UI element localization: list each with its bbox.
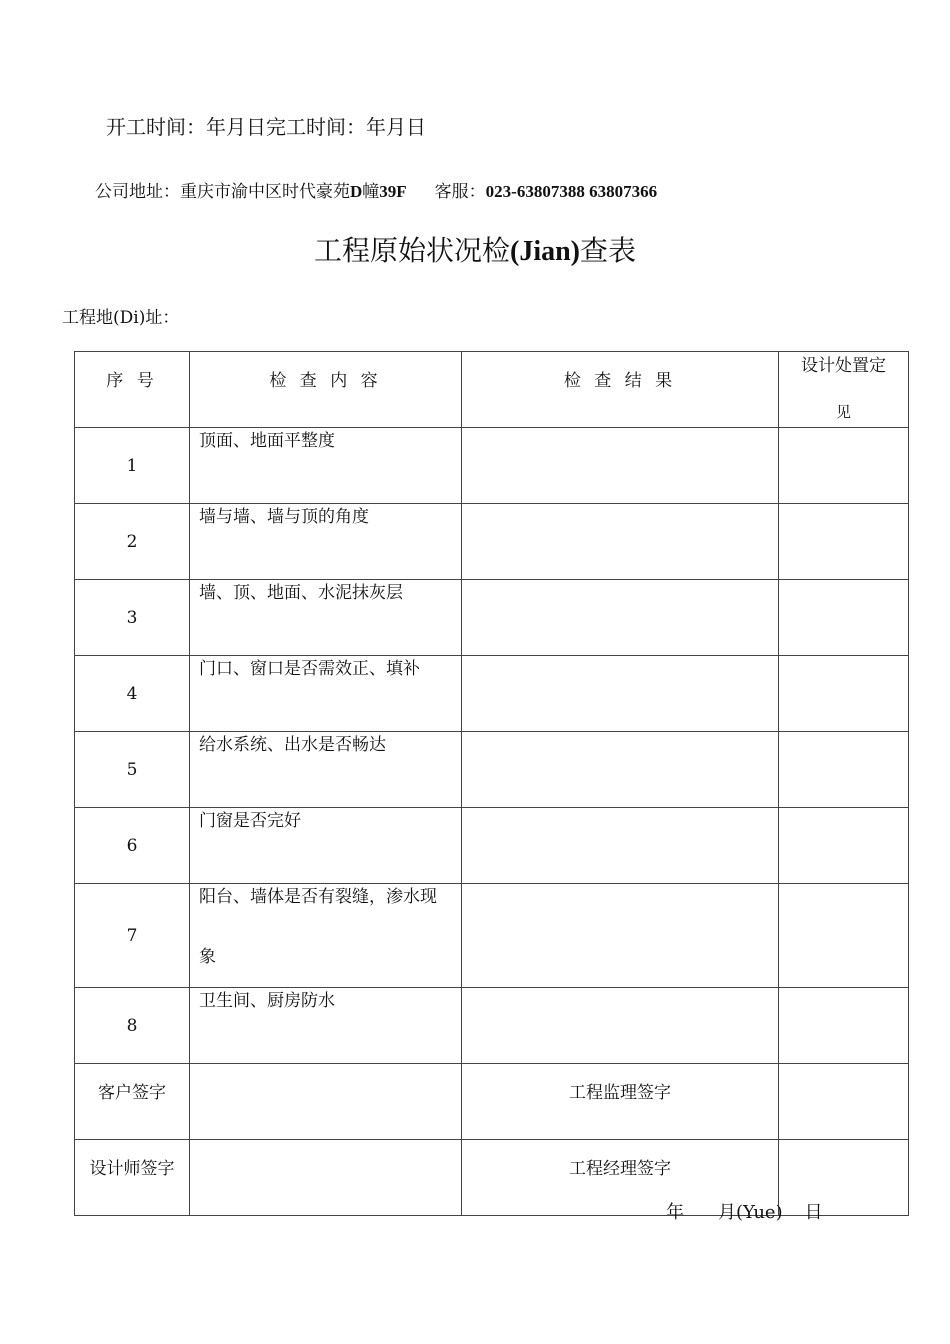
company-floor: 39F: [379, 182, 407, 201]
row-opinion-cell[interactable]: [779, 656, 909, 732]
table-row: [75, 504, 909, 580]
row-opinion-cell[interactable]: [779, 808, 909, 884]
manager-signature-label: 工程经理签字: [462, 1140, 779, 1216]
date-line: [666, 1198, 823, 1224]
row-number: 8: [75, 988, 190, 1064]
header-number: 序 号: [75, 352, 190, 428]
start-end-time-line: 开工时间：年月日完工时间：年月日: [106, 115, 426, 139]
row-content: [190, 656, 462, 732]
page-title: [0, 229, 950, 269]
date-month: 月(Yue): [718, 1202, 783, 1223]
header-result: 检 查 结 果: [462, 352, 779, 428]
row-content: [190, 504, 462, 580]
customer-signature-label: 客户签字: [75, 1064, 190, 1140]
row-number: 2: [75, 504, 190, 580]
row-result-cell[interactable]: [462, 884, 779, 988]
row-content: [190, 988, 462, 1064]
row-content-text: 顶面、地面平整度: [199, 431, 335, 451]
date-year: 年: [666, 1202, 684, 1223]
header-opinion-line2: 见: [835, 403, 851, 421]
row-content-text: 给水系统、出水是否畅达: [199, 735, 386, 755]
header-content: 检 查 内 容: [190, 352, 462, 428]
signature-row-customer: [75, 1064, 909, 1140]
designer-signature-label: 设计师签字: [75, 1140, 190, 1216]
title-prefix: 工程原始状况检: [313, 234, 510, 267]
row-content-text: 卫生间、厨房防水: [199, 991, 335, 1011]
company-address-label: 公司地址：重庆市渝中区时代豪苑: [95, 182, 350, 202]
customer-signature-field[interactable]: [190, 1064, 462, 1140]
supervisor-signature-field[interactable]: [779, 1064, 909, 1140]
table-row: [75, 580, 909, 656]
row-content: [190, 884, 462, 988]
row-result-cell[interactable]: [462, 988, 779, 1064]
row-opinion-cell[interactable]: [779, 504, 909, 580]
site-address-label: 工程地(Di)址：: [62, 308, 180, 328]
row-content: [190, 808, 462, 884]
table-row: [75, 808, 909, 884]
row-content-text: 门窗是否完好: [199, 811, 301, 831]
row-result-cell[interactable]: [462, 428, 779, 504]
row-content-text: 阳台、墙体是否有裂缝，渗水现象: [199, 887, 437, 967]
table-header-row: [75, 352, 909, 428]
row-content-text: 门口、窗口是否需效正、填补: [199, 659, 420, 679]
row-result-cell[interactable]: [462, 732, 779, 808]
table-row: [75, 884, 909, 988]
designer-signature-field[interactable]: [190, 1140, 462, 1216]
table-row: [75, 988, 909, 1064]
title-suffix: 查表: [580, 234, 637, 267]
row-content-text: 墙与墙、墙与顶的角度: [199, 507, 369, 527]
row-opinion-cell[interactable]: [779, 580, 909, 656]
row-result-cell[interactable]: [462, 580, 779, 656]
row-number: 6: [75, 808, 190, 884]
header-opinion: [779, 352, 909, 428]
row-number: 7: [75, 884, 190, 988]
company-address-mid: 幢: [362, 182, 380, 202]
row-content: [190, 732, 462, 808]
table-row: [75, 428, 909, 504]
service-label: 客服：: [434, 182, 486, 202]
supervisor-signature-label: 工程监理签字: [462, 1064, 779, 1140]
company-address-line: [95, 177, 657, 202]
row-opinion-cell[interactable]: [779, 428, 909, 504]
row-opinion-cell[interactable]: [779, 884, 909, 988]
company-building: D: [350, 182, 363, 201]
header-opinion-line1: 设计处置定: [801, 356, 886, 376]
table-row: [75, 732, 909, 808]
date-day: 日: [804, 1202, 823, 1223]
row-number: 4: [75, 656, 190, 732]
inspection-table: [74, 351, 909, 1216]
row-content-text: 墙、顶、地面、水泥抹灰层: [199, 583, 403, 603]
title-bold: (Jian): [510, 236, 580, 267]
row-content: [190, 428, 462, 504]
row-number: 1: [75, 428, 190, 504]
row-content: [190, 580, 462, 656]
table-row: [75, 656, 909, 732]
row-number: 5: [75, 732, 190, 808]
row-opinion-cell[interactable]: [779, 988, 909, 1064]
row-result-cell[interactable]: [462, 808, 779, 884]
row-number: 3: [75, 580, 190, 656]
row-result-cell[interactable]: [462, 656, 779, 732]
service-phone: 023-63807388 63807366: [485, 182, 658, 201]
row-opinion-cell[interactable]: [779, 732, 909, 808]
row-result-cell[interactable]: [462, 504, 779, 580]
